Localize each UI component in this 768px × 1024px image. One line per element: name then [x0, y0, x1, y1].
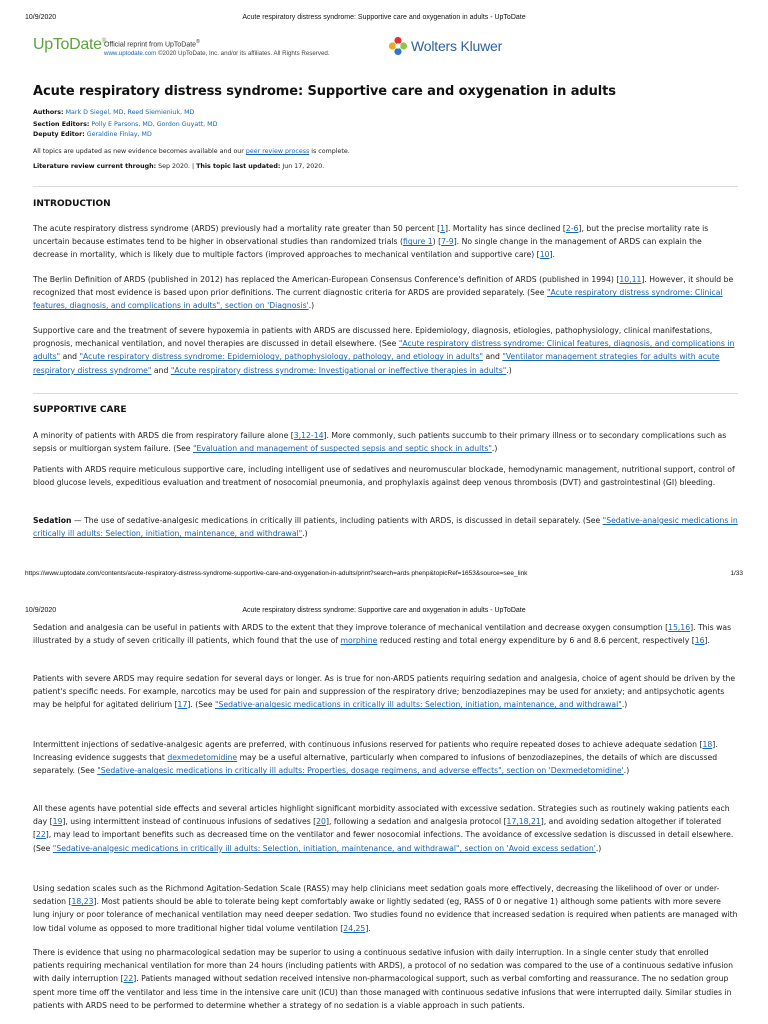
sedation-paragraph-7: There is evidence that using no pharmacological sedation may be superior to using a continuous sedative infusion with daily interruption. In a single center study that enrolled patients requiring mechanical ventilation for more than 24 hours (including patients with ARDS), a protocol of no sedation was compared to the use of a continuous sedative infusion with daily interruption [22]. Patients managed without sedation received intensive non-pharmacological support, such as verbal comforting and reassurance. The no sedation group spent more time off the ventilator and less time in the intensive care unit (ICU) than those managed with continuous sedative infusions that were interrupted daily. Similar studies in patients with ARDS need to be performed to determine whether a strategy of no sedation is a viable approach in such patients.: [33, 948, 733, 1010]
deputy-editor-line: Deputy Editor: Geraldine Finlay, MD: [33, 131, 152, 138]
print-date: 10/9/2020: [25, 14, 57, 21]
print-title: Acute respiratory distress syndrome: Supportive care and oxygenation in adults - UpToDate: [242, 607, 526, 614]
ref-link[interactable]: 15,16: [668, 623, 691, 632]
review-dates: Literature review current through: Sep 2020. | This topic last updated: Jun 17, 2020.: [33, 163, 325, 170]
ref-link[interactable]: 10,11: [619, 275, 642, 284]
ref-link[interactable]: 22: [36, 830, 46, 840]
sedation-paragraph: Sedation — The use of sedative-analgesic medications in critically ill patients, including patients with ARDS, is discussed in detail separately. (See "Sedative-analgesic medications in critically ill adults: Selection, initiation, maintenance, and withdrawal".): [33, 516, 738, 539]
ref-link[interactable]: 2-6: [565, 224, 579, 233]
topic-link[interactable]: "Ventilator management strategies for adults with acute respiratory distress syndrome": [33, 352, 720, 375]
ref-link[interactable]: 10: [539, 250, 550, 260]
publisher-name: Wolters Kluwer: [411, 38, 503, 54]
ref-link[interactable]: 3,12-14: [293, 431, 324, 440]
drug-link[interactable]: morphine: [340, 636, 378, 646]
topic-link[interactable]: "Sedative-analgesic medications in critically ill adults: Selection, initiation, maintenance, and withdrawal", section on 'Avoid excess sedation': [52, 843, 596, 853]
reprint-notice: Official reprint from UpToDate® www.uptodate.com ©2020 UpToDate, Inc. and/or its affiliates. All Rights Reserved.: [104, 39, 330, 57]
section-heading-introduction: INTRODUCTION: [33, 199, 111, 209]
topic-link[interactable]: "Evaluation and management of suspected sepsis and septic shock in adults": [192, 444, 492, 454]
section-heading-supportive-care: SUPPORTIVE CARE: [33, 405, 127, 415]
figure-link[interactable]: figure 1: [403, 237, 433, 247]
sedation-paragraph-6: Using sedation scales such as the Richmond Agitation-Sedation Scale (RASS) may help clinicians meet sedation goals more effectively, decreasing the likelihood of over or under-sedation [18,23]. Most patients should be able to tolerate being kept comfortably awake or lightly sedated (eg, RASS of 0 or negative 1) although some patients with more severe lung injury or poor tolerance of mechanical ventilation may need deeper sedation. Two studies found no evidence that increased sedation is required when patients are managed with low tidal volume as opposed to more traditional higher tidal volume ventilation [24,25].: [33, 884, 738, 933]
print-url: https://www.uptodate.com/contents/acute-respiratory-distress-syndrome-supportive-care-and-oxygenation-in-adults/print?search=ards phenp&topicRef=1653&source=see_link: [25, 570, 528, 577]
brand-bar: [33, 34, 738, 60]
print-footer: [0, 570, 768, 582]
ref-link[interactable]: 22: [123, 974, 134, 984]
sedation-paragraph-4: Intermittent injections of sedative-analgesic agents are preferred, with continuous infusions reserved for patients who require repeated doses to achieve adequate sedation [18]. Increasing evidence suggests that dexmedetomidine may be a useful alternative, particularly when compared to infusions of benzodiazepines, the details of which are discussed separately. (See "Sedative-analgesic medications in critically ill adults: Properties, dosage regimens, and adverse effects", section on 'Dexmedetomidine'.): [33, 740, 718, 776]
sedation-paragraph-3: Patients with severe ARDS may require sedation for several days or longer. As is true for non-ARDS patients requiring sedation and analgesia, choice of agent should be driven by the patient's specific needs. For example, narcotics may be used for pain and suppression of the respiratory drive; benzodiazepines may be used for anxiety; and antipsychotic agents may be helpful for agitated delirium [17]. (See "Sedative-analgesic medications in critically ill adults: Selection, initiation, maintenance, and withdrawal".): [33, 674, 736, 710]
ref-link[interactable]: 20: [316, 817, 326, 827]
supportive-paragraph-1: A minority of patients with ARDS die from respiratory failure alone [3,12-14]. More commonly, such patients succumb to their primary illness or to secondary complications such as sepsis or multiorgan system failure. (See "Evaluation and management of suspected sepsis and septic shock in adults".): [33, 431, 727, 454]
topic-link[interactable]: "Acute respiratory distress syndrome: Investigational or ineffective therapies in adults": [170, 365, 507, 375]
divider: [33, 393, 738, 394]
authors-links[interactable]: Mark D Siegel, MD, Reed Siemieniuk, MD: [65, 109, 195, 116]
topic-link[interactable]: "Sedative-analgesic medications in critically ill adults: Properties, dosage regimens, and adverse effects", section on 'Dexmedetomidine': [97, 766, 624, 776]
ref-link[interactable]: 17: [177, 700, 188, 710]
intro-paragraph-2: The Berlin Definition of ARDS (published in 2012) has replaced the American-European Consensus Conference's definition of ARDS (published in 1994) [10,11]. However, it should be recognized that most evidence is based upon prior definitions. The current diagnostic criteria for ARDS are provided separately. (See "Acute respiratory distress syndrome: Clinical features, diagnosis, and complications in adults", section on 'Diagnosis'.): [33, 275, 734, 311]
intro-paragraph-3: Supportive care and the treatment of severe hypoxemia in patients with ARDS are discussed here. Epidemiology, diagnosis, etiologies, pathophysiology, clinical manifestations, prognosis, mechanical ventilation, and novel therapies are discussed in detail elsewhere. (See "Acute respiratory distress syndrome: Clinical features, diagnosis, and complications in adults" and "Acute respiratory distress syndrome: Epidemiology, pathophysiology, pathology, and etiology in adults" and "Ventilator management strategies for adults with acute respiratory distress syndrome" and "Acute respiratory distress syndrome: Investigational or ineffective therapies in adults".): [33, 326, 735, 375]
divider: [33, 186, 738, 187]
wolters-kluwer-logo-icon: [388, 36, 408, 56]
drug-link[interactable]: dexmedetomidine: [167, 753, 238, 763]
sedation-paragraph-2: Sedation and analgesia can be useful in patients with ARDS to the extent that they improve tolerance of mechanical ventilation and decrease oxygen consumption [15,16]. This was illustrated by a study of seven critically ill patients, which found that the use of morphine reduced resting and total energy expenditure by 6 and 8.6 percent, respectively [16].: [33, 623, 732, 646]
print-title: Acute respiratory distress syndrome: Supportive care and oxygenation in adults - UpToDate: [242, 14, 526, 21]
section-editors-line: Section Editors: Polly E Parsons, MD, Gordon Guyatt, MD: [33, 121, 218, 128]
update-note: All topics are updated as new evidence becomes available and our peer review process is complete.: [33, 148, 350, 155]
sedation-label: Sedation: [33, 516, 72, 525]
ref-link[interactable]: 24,25: [343, 923, 366, 933]
sedation-paragraph-5: All these agents have potential side effects and several articles highlight significant morbidity associated with excessive sedation. Strategies such as routinely waking patients each day [19], using intermittent instead of continuous infusions of sedatives [20], following a sedation and analgesia protocol [17,18,21], and avoiding sedation altogether if tolerated [22], may lead to important benefits such as decreased time on the ventilator and fewer nosocomial infections. The avoidance of excessive sedation is discussed in detail elsewhere. (See "Sedative-analgesic medications in critically ill adults: Selection, initiation, maintenance, and withdrawal", section on 'Avoid excess sedation'.): [33, 804, 734, 853]
page-number: 1/33: [730, 570, 743, 577]
ref-link[interactable]: 16: [694, 636, 705, 646]
page-title: Acute respiratory distress syndrome: Supportive care and oxygenation in adults: [33, 84, 616, 99]
peer-review-link[interactable]: peer review process: [245, 148, 310, 155]
topic-link[interactable]: "Acute respiratory distress syndrome: Epidemiology, pathophysiology, pathology, and etiology in adults": [79, 352, 483, 362]
ref-link[interactable]: 7-9: [441, 237, 454, 247]
topic-link[interactable]: "Acute respiratory distress syndrome: Clinical features, diagnosis, and complications in adults": [33, 339, 735, 362]
ref-link[interactable]: 1: [440, 224, 446, 233]
section-editors-links[interactable]: Polly E Parsons, MD, Gordon Guyatt, MD: [91, 121, 218, 128]
topic-link[interactable]: "Sedative-analgesic medications in critically ill adults: Selection, initiation, maintenance, and withdrawal": [33, 516, 738, 539]
deputy-editor-link[interactable]: Geraldine Finlay, MD: [86, 131, 152, 138]
supportive-paragraph-2: Patients with ARDS require meticulous supportive care, including intelligent use of sedatives and neuromuscular blockade, hemodynamic management, nutritional support, control of blood glucose levels, expeditious evaluation and treatment of nosocomial pneumonia, and prophylaxis against deep venous thrombosis (DVT) and gastrointestinal (GI) bleeding.: [33, 465, 735, 488]
ref-link[interactable]: 17,18,21: [506, 817, 541, 827]
ref-link[interactable]: 18,23: [71, 897, 94, 907]
print-header: [0, 607, 768, 619]
uptodate-logo[interactable]: UpToDate®: [33, 36, 106, 53]
topic-link[interactable]: "Sedative-analgesic medications in critically ill adults: Selection, initiation, maintenance, and withdrawal": [215, 700, 622, 710]
print-date: 10/9/2020: [25, 607, 57, 614]
authors-line: Authors: Mark D Siegel, MD, Reed Siemieniuk, MD: [33, 109, 195, 116]
topic-link[interactable]: "Acute respiratory distress syndrome: Clinical features, diagnosis, and complications in adults", section on 'Diagnosis': [33, 288, 723, 311]
intro-paragraph-1: The acute respiratory distress syndrome (ARDS) previously had a mortality rate greater than 50 percent [1]. Mortality has since declined [2-6], but the precise mortality rate is uncertain because estimates tend to be higher in observational studies than randomized trials (figure 1) [7-9]. No single change in the management of ARDS can explain the decrease in mortality, which is likely due to multiple factors (improved approaches to mechanical ventilation and supportive care) [10].: [33, 224, 709, 260]
uptodate-site-link[interactable]: www.uptodate.com: [104, 49, 157, 57]
ref-link[interactable]: 18: [702, 740, 713, 749]
ref-link[interactable]: 19: [52, 817, 63, 827]
print-header: [0, 14, 768, 26]
